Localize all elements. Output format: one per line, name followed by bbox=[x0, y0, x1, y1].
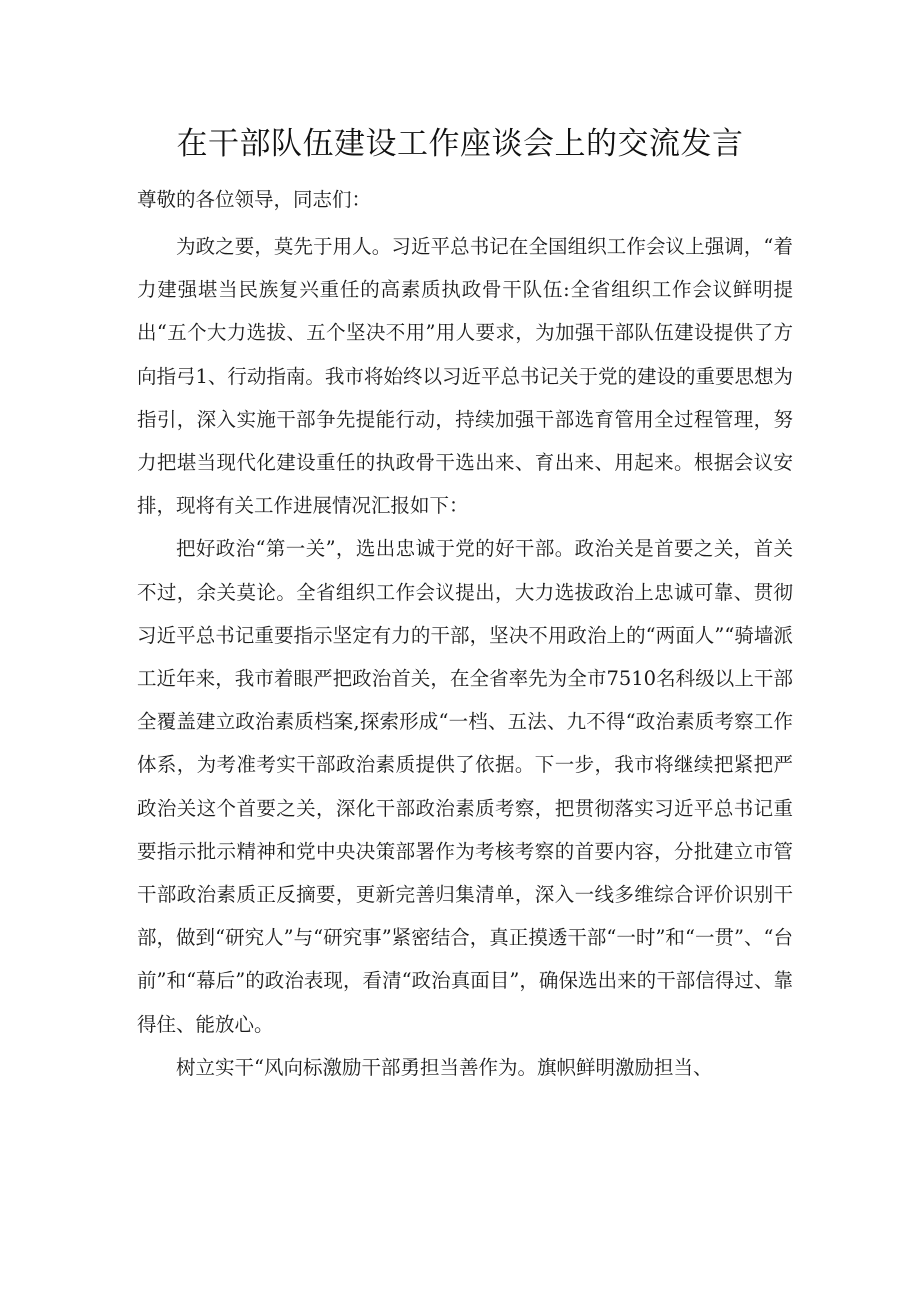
document-body bbox=[137, 225, 793, 1089]
document-title: 在干部队伍建设工作座谈会上的交流发言 bbox=[176, 126, 744, 162]
salutation: 尊敬的各位领导，同志们： bbox=[137, 188, 372, 211]
paragraph-practical-work: 树立实干“风向标激励干部勇担当善作为。旗帜鲜明激励担当、 bbox=[176, 1055, 713, 1079]
paragraph-intro: 为政之要，莫先于用人。习近平总书记在全国组织工作会议上强调，“着力建强堪当民族复兴重任的高素质执政骨干队伍:全省组织工作会议鲜明提出“五个大力选拔、五个坚决不用”用人要求，为加强干部队伍建设提供了方向指弓1、行动指南。我市将始终以习近平总书记关于党的建设的重要思想为指引，深入实施干部争先提能行动，持续加强干部选育管用全过程管理，努力把堪当现代化建设重任的执政骨干选出来、育出来、用起来。根据会议安排，现将有关工作进展情况汇报如下： bbox=[137, 235, 793, 518]
paragraph-political-check: 把好政治“第一关”，选出忠诚于党的好干部。政治关是首要之关，首关不过，余关莫论。全省组织工作会议提出，大力选拔政治上忠诚可靠、贯彻习近平总书记重要指示坚定有力的干部，坚决不用政治上的“两面人”“骑墙派工近年来，我市着眼严把政治首关，在全省率先为全市7510名科级以上干部全覆盖建立政治素质档案,探索形成“一档、五法、九不得“政治素质考察工作体系，为考准考实干部政治素质提供了依据。下一步，我市将继续把紧把严政治关这个首要之关，深化干部政治素质考察，把贯彻落实习近平总书记重要指示批示精神和党中央决策部署作为考核考察的首要内容，分批建立市管干部政治素质正反摘要，更新完善归集清单，深入一线多维综合评价识别干部，做到“研究人”与“研究事”紧密结合，真正摸透干部“一时”和“一贯”、“台前”和“幕后”的政治表现，看清“政治真面目”，确保选出来的干部信得过、靠得住、能放心。 bbox=[137, 537, 793, 1036]
